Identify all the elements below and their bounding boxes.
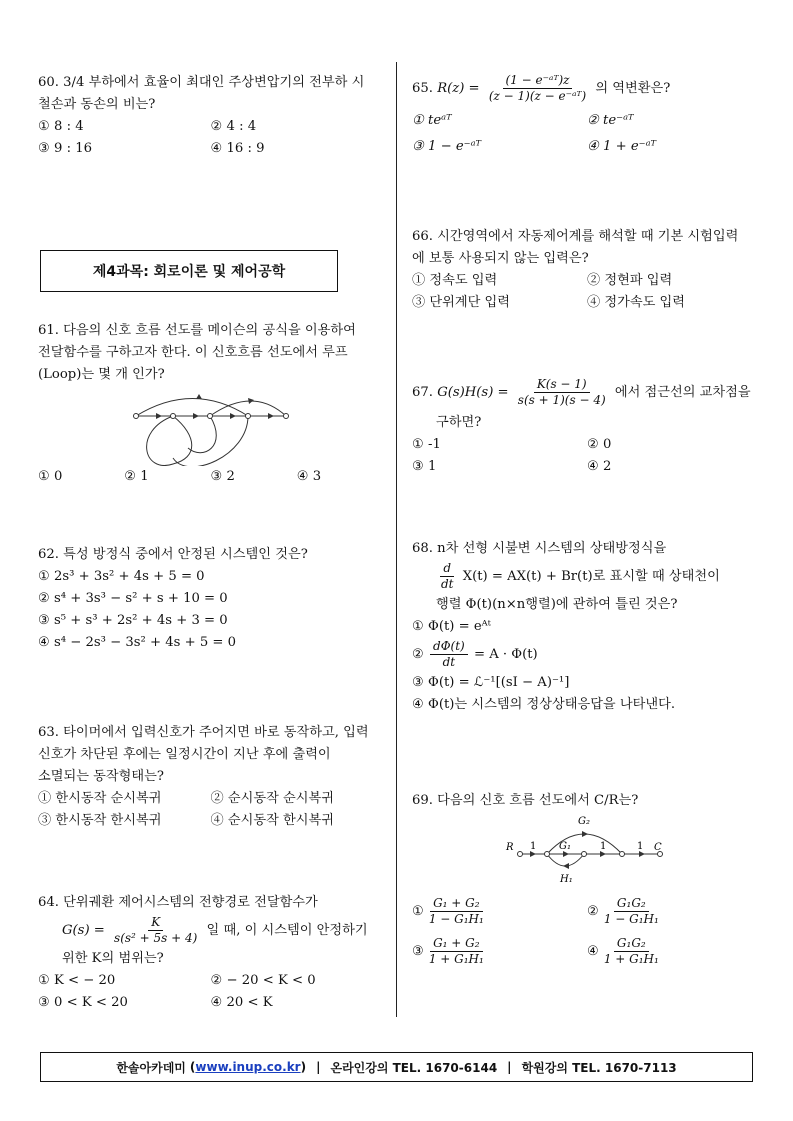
question-66-options — [412, 270, 762, 314]
question-63-text: 63. 타이머에서 입력신호가 주어지면 바로 동작하고, 입력 신호가 차단된 후에는 일정시간이 지난 후에 출력이 소멸되는 동작형태는? — [38, 725, 369, 784]
fraction-numerator: G₁G₂ — [614, 936, 649, 952]
formula-suffix: 일 때, 이 시스템이 안정하기 — [206, 923, 368, 938]
option-4[interactable]: ④ 3 — [296, 469, 322, 484]
question-65 — [412, 70, 762, 160]
fraction-numerator: d — [440, 561, 454, 577]
footer-bar: 한솔아카데미 (www.inup.co.kr) | 온라인강의 TEL. 1670-6144 | 학원강의 TEL. 1670-7113 — [40, 1052, 753, 1082]
footer-separator: | — [316, 1060, 321, 1074]
option-1[interactable]: ① 정속도 입력 — [412, 273, 498, 288]
question-61-text: 61. 다음의 신호 흐름 선도를 메이슨의 공식을 이용하여 전달함수를 구하고자 한다. 이 신호흐름 선도에서 루프 (Loop)는 몇 개 인가? — [38, 323, 356, 382]
node-label-c: C — [654, 842, 662, 853]
option-mark: ② — [587, 904, 599, 919]
signal-flow-graph-61 — [38, 386, 383, 466]
signal-flow-graph-69 — [412, 812, 762, 892]
option-fraction — [601, 936, 662, 967]
question-61-options — [38, 466, 383, 488]
option-2[interactable]: ② 정현파 입력 — [587, 273, 673, 288]
question-64-options — [38, 970, 383, 1014]
option-4[interactable]: ④ s⁴ − 2s³ − 3s² + 4s + 5 = 0 — [38, 635, 237, 650]
option-2[interactable]: ② − 20 < K < 0 — [210, 973, 316, 988]
formula-suffix: 에서 점근선의 교차점을 — [614, 385, 751, 400]
formula-fraction — [515, 377, 609, 408]
question-66-text: 66. 시간영역에서 자동제어계를 해석할 때 기본 시험입력 에 보통 사용되지 않는 입력은? — [412, 229, 739, 266]
question-64 — [38, 892, 383, 1014]
option-1[interactable] — [412, 892, 587, 932]
question-62 — [38, 544, 383, 654]
edge-label-1: 1 — [530, 841, 537, 852]
question-63 — [38, 722, 383, 832]
option-3[interactable]: ③ Φ(t) = ℒ⁻¹[(sI − A)⁻¹] — [412, 675, 570, 690]
option-fraction — [426, 896, 487, 927]
derivative-fraction — [438, 561, 457, 592]
question-number: 65. — [412, 81, 433, 96]
question-number: 67. — [412, 385, 433, 400]
question-67-options — [412, 434, 762, 478]
option-4[interactable]: ④ 20 < K — [210, 995, 273, 1010]
option-4[interactable]: ④ 정가속도 입력 — [587, 295, 686, 310]
question-69 — [412, 790, 762, 972]
option-2[interactable] — [587, 892, 762, 932]
question-68-equation — [412, 560, 762, 594]
question-64-text-c: 위한 K의 범위는? — [62, 951, 164, 966]
fraction-denominator: (z − 1)(z − e⁻ᵃᵀ) — [488, 89, 587, 103]
fraction-numerator: dΦ(t) — [430, 639, 468, 655]
option-2[interactable]: ② 순시동작 순시복귀 — [210, 791, 334, 806]
option-2[interactable]: ② te⁻ᵃᵀ — [587, 113, 634, 128]
option-4[interactable] — [587, 932, 762, 972]
question-69-options — [412, 892, 762, 972]
fraction-denominator: 1 − G₁H₁ — [428, 912, 484, 926]
option-4[interactable]: ④ 1 + e⁻ᵃᵀ — [587, 139, 657, 154]
edge-label-h1: H₁ — [560, 874, 573, 885]
question-60 — [38, 72, 383, 160]
fraction-denominator: 1 − G₁H₁ — [603, 912, 659, 926]
fraction-numerator: K — [148, 915, 163, 931]
question-68 — [412, 538, 762, 716]
formula-lhs: R(z) = — [437, 81, 480, 96]
fraction-numerator: G₁ + G₂ — [430, 896, 482, 912]
option-mark: ④ — [587, 944, 599, 959]
option-1[interactable]: ① K < − 20 — [38, 973, 116, 988]
fraction-numerator: G₁ + G₂ — [430, 936, 482, 952]
option-3[interactable]: ③ 1 — [412, 459, 437, 474]
option-1[interactable]: ① 한시동작 순시복귀 — [38, 791, 162, 806]
formula-lhs: G(s)H(s) = — [437, 385, 509, 400]
option-fraction — [430, 639, 468, 670]
question-67 — [412, 374, 762, 478]
option-2[interactable]: ② 1 — [124, 469, 149, 484]
option-4[interactable]: ④ 순시동작 한시복귀 — [210, 813, 334, 828]
formula-fraction — [486, 73, 589, 104]
option-3[interactable]: ③ 9 : 16 — [38, 141, 93, 156]
option-4[interactable]: ④ 2 — [587, 459, 612, 474]
question-61 — [38, 320, 383, 488]
fraction-denominator: dt — [442, 655, 456, 669]
question-66 — [412, 226, 762, 314]
option-mark: ② — [412, 647, 424, 662]
node-label-r: R — [506, 842, 514, 853]
option-4[interactable]: ④ Φ(t)는 시스템의 정상상태응답을 나타낸다. — [412, 697, 676, 712]
fraction-denominator: 1 + G₁H₁ — [428, 952, 484, 966]
equation-rest: X(t) = AX(t) + Br(t)로 표시할 때 상태천이 — [462, 569, 720, 584]
question-68-text: 68. n차 선형 시불변 시스템의 상태방정식을 — [412, 541, 667, 556]
question-63-options — [38, 788, 383, 832]
option-1[interactable]: ① -1 — [412, 437, 441, 452]
option-2[interactable] — [412, 638, 762, 672]
option-rest: = A · Φ(t) — [473, 647, 538, 662]
question-60-options — [38, 116, 383, 160]
academy-name: 한솔아카데미 — [116, 1060, 186, 1075]
option-3[interactable]: ③ 0 < K < 20 — [38, 995, 128, 1010]
fraction-numerator: K(s − 1) — [534, 377, 590, 393]
formula-lhs: G(s) = — [62, 923, 105, 938]
question-62-text: 62. 특성 방정식 중에서 안정된 시스템인 것은? — [38, 547, 308, 562]
option-1[interactable]: ① 8 : 4 — [38, 119, 84, 134]
option-3[interactable]: ③ 2 — [210, 469, 235, 484]
question-69-text: 69. 다음의 신호 흐름 선도에서 C/R는? — [412, 793, 639, 808]
option-1[interactable]: ① teᵃᵀ — [412, 113, 452, 128]
formula-suffix: 의 역변환은? — [595, 81, 671, 96]
question-65-formula — [412, 70, 762, 108]
question-68-text-c: 행렬 Φ(t)(n×n행렬)에 관하여 틀린 것은? — [436, 597, 678, 612]
fraction-numerator: G₁G₂ — [614, 896, 649, 912]
offline-phone: 학원강의 TEL. 1670-7113 — [521, 1060, 677, 1075]
fraction-denominator: s(s + 1)(s − 4) — [517, 393, 606, 407]
option-3[interactable] — [412, 932, 587, 972]
option-2[interactable]: ② 4 : 4 — [210, 119, 257, 134]
fraction-denominator: s(s² + 5s + 4) — [114, 931, 198, 945]
formula-fraction — [111, 915, 200, 946]
question-60-text: 60. 3/4 부하에서 효율이 최대인 주상변압기의 전부하 시 철손과 동손의 비는? — [38, 75, 365, 112]
footer-separator: | — [507, 1060, 512, 1074]
option-3[interactable]: ③ 단위계단 입력 — [412, 295, 511, 310]
column-divider — [396, 62, 397, 1017]
option-1[interactable]: ① Φ(t) = eᴬᵗ — [412, 619, 491, 634]
option-1[interactable]: ① 0 — [38, 469, 63, 484]
option-3[interactable]: ③ 한시동작 한시복귀 — [38, 813, 162, 828]
edge-label-1b: 1 — [600, 841, 607, 852]
subject-title-box: 제4과목: 회로이론 및 제어공학 — [40, 250, 338, 292]
question-65-options — [412, 108, 762, 160]
question-67-formula — [412, 374, 762, 412]
option-mark: ① — [412, 904, 424, 919]
fraction-numerator: (1 − e⁻ᵃᵀ)z — [503, 73, 573, 89]
option-mark: ③ — [412, 944, 424, 959]
option-1[interactable]: ① 2s³ + 3s² + 4s + 5 = 0 — [38, 569, 205, 584]
question-64-text: 64. 단위궤환 제어시스템의 전향경로 전달함수가 — [38, 895, 318, 910]
question-62-options — [38, 566, 383, 654]
edge-label-g1: G₁ — [559, 841, 571, 852]
fraction-denominator: 1 + G₁H₁ — [603, 952, 659, 966]
edge-label-g2: G₂ — [578, 816, 590, 827]
option-4[interactable]: ④ 16 : 9 — [210, 141, 265, 156]
option-2[interactable]: ② 0 — [587, 437, 612, 452]
option-3[interactable]: ③ s⁵ + s³ + 2s² + 4s + 3 = 0 — [38, 613, 228, 628]
question-64-formula — [38, 914, 383, 948]
option-3[interactable]: ③ 1 − e⁻ᵃᵀ — [412, 139, 482, 154]
question-67-text-b: 구하면? — [436, 415, 482, 430]
academy-website-link[interactable]: www.inup.co.kr — [195, 1060, 301, 1074]
fraction-denominator: dt — [441, 577, 454, 591]
edge-label-1c: 1 — [637, 841, 644, 852]
option-fraction — [426, 936, 487, 967]
online-phone: 온라인강의 TEL. 1670-6144 — [330, 1060, 498, 1075]
option-2[interactable]: ② s⁴ + 3s³ − s² + s + 10 = 0 — [38, 591, 228, 606]
option-fraction — [601, 896, 662, 927]
